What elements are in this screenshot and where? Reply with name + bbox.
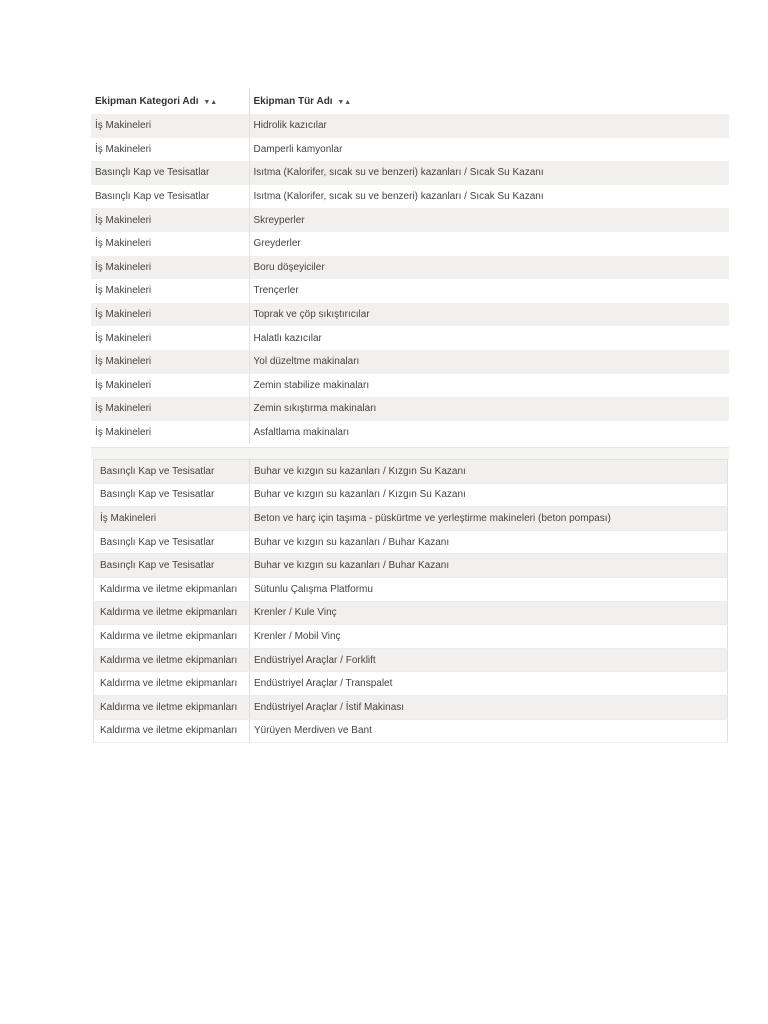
column-header-category-label: Ekipman Kategori Adı [95, 95, 199, 107]
category-cell: Basınçlı Kap ve Tesisatlar [94, 460, 250, 484]
category-cell: İş Makineleri [91, 114, 249, 138]
category-cell: İş Makineleri [91, 208, 249, 232]
table-separator [91, 447, 729, 459]
category-cell: Basınçlı Kap ve Tesisatlar [91, 185, 249, 209]
table-row [94, 460, 728, 484]
category-cell: Basınçlı Kap ve Tesisatlar [94, 530, 250, 554]
category-cell: İş Makineleri [91, 326, 249, 350]
table-row [94, 483, 728, 507]
type-cell: Trençerler [249, 279, 729, 303]
table-row [91, 232, 729, 256]
category-cell: Basınçlı Kap ve Tesisatlar [94, 554, 250, 578]
column-header-type[interactable] [249, 88, 729, 114]
type-cell: Krenler / Kule Vinç [250, 601, 728, 625]
category-cell: İş Makineleri [91, 397, 249, 421]
table-header-row [91, 88, 729, 114]
table-row [91, 208, 729, 232]
type-cell: Sütunlu Çalışma Platformu [250, 577, 728, 601]
table-row [94, 507, 728, 531]
type-cell: Endüstriyel Araçlar / Transpalet [250, 672, 728, 696]
category-cell: İş Makineleri [91, 256, 249, 280]
column-header-type-label: Ekipman Tür Adı [253, 95, 333, 107]
table-row [94, 601, 728, 625]
table-row [94, 577, 728, 601]
type-cell: Isıtma (Kalorifer, sıcak su ve benzeri) kazanları / Sıcak Su Kazanı [249, 161, 729, 185]
category-cell: İş Makineleri [91, 232, 249, 256]
table-row [91, 303, 729, 327]
table-row [91, 374, 729, 398]
type-cell: Halatlı kazıcılar [249, 326, 729, 350]
table-row [94, 719, 728, 743]
column-header-category[interactable] [91, 88, 249, 114]
type-cell: Zemin sıkıştırma makinaları [249, 397, 729, 421]
category-cell: Kaldırma ve iletme ekipmanları [94, 719, 250, 743]
table-row [91, 421, 729, 445]
table-row [91, 256, 729, 280]
type-cell: Yürüyen Merdiven ve Bant [250, 719, 728, 743]
type-cell: Boru döşeyiciler [249, 256, 729, 280]
type-cell: Buhar ve kızgın su kazanları / Buhar Kazanı [250, 554, 728, 578]
table-row [91, 326, 729, 350]
type-cell: Yol düzeltme makinaları [249, 350, 729, 374]
category-cell: Basınçlı Kap ve Tesisatlar [94, 483, 250, 507]
type-cell: Krenler / Mobil Vinç [250, 625, 728, 649]
type-cell: Isıtma (Kalorifer, sıcak su ve benzeri) kazanları / Sıcak Su Kazanı [249, 185, 729, 209]
equipment-table-main [91, 88, 729, 444]
type-cell: Endüstriyel Araçlar / Forklift [250, 648, 728, 672]
type-cell: Zemin stabilize makinaları [249, 374, 729, 398]
table-row [94, 648, 728, 672]
type-cell: Asfaltlama makinaları [249, 421, 729, 445]
type-cell: Damperli kamyonlar [249, 138, 729, 162]
type-cell: Hidrolik kazıcılar [249, 114, 729, 138]
category-cell: İş Makineleri [91, 279, 249, 303]
category-cell: Kaldırma ve iletme ekipmanları [94, 648, 250, 672]
table-row [94, 625, 728, 649]
sort-arrows-icon[interactable]: ▼▲ [337, 98, 352, 106]
type-cell: Toprak ve çöp sıkıştırıcılar [249, 303, 729, 327]
category-cell: İş Makineleri [91, 303, 249, 327]
type-cell: Endüstriyel Araçlar / İstif Makinası [250, 695, 728, 719]
table-row [91, 350, 729, 374]
category-cell: Basınçlı Kap ve Tesisatlar [91, 161, 249, 185]
table-row [94, 530, 728, 554]
table-row [91, 161, 729, 185]
category-cell: İş Makineleri [94, 507, 250, 531]
type-cell: Beton ve harç için taşıma - püskürtme ve yerleştirme makineleri (beton pompası) [250, 507, 728, 531]
table-row [91, 185, 729, 209]
table-row [91, 279, 729, 303]
table-row [91, 397, 729, 421]
category-cell: Kaldırma ve iletme ekipmanları [94, 601, 250, 625]
category-cell: İş Makineleri [91, 138, 249, 162]
table-row [91, 138, 729, 162]
equipment-table-continued [93, 459, 728, 743]
table-row [91, 114, 729, 138]
category-cell: Kaldırma ve iletme ekipmanları [94, 695, 250, 719]
type-cell: Greyderler [249, 232, 729, 256]
type-cell: Buhar ve kızgın su kazanları / Buhar Kazanı [250, 530, 728, 554]
category-cell: Kaldırma ve iletme ekipmanları [94, 672, 250, 696]
category-cell: Kaldırma ve iletme ekipmanları [94, 625, 250, 649]
category-cell: İş Makineleri [91, 421, 249, 445]
type-cell: Skreyperler [249, 208, 729, 232]
table-row [94, 695, 728, 719]
category-cell: İş Makineleri [91, 374, 249, 398]
category-cell: Kaldırma ve iletme ekipmanları [94, 577, 250, 601]
table-row [94, 554, 728, 578]
category-cell: İş Makineleri [91, 350, 249, 374]
type-cell: Buhar ve kızgın su kazanları / Kızgın Su Kazanı [250, 483, 728, 507]
table-row [94, 672, 728, 696]
type-cell: Buhar ve kızgın su kazanları / Kızgın Su Kazanı [250, 460, 728, 484]
sort-arrows-icon[interactable]: ▼▲ [203, 98, 218, 106]
